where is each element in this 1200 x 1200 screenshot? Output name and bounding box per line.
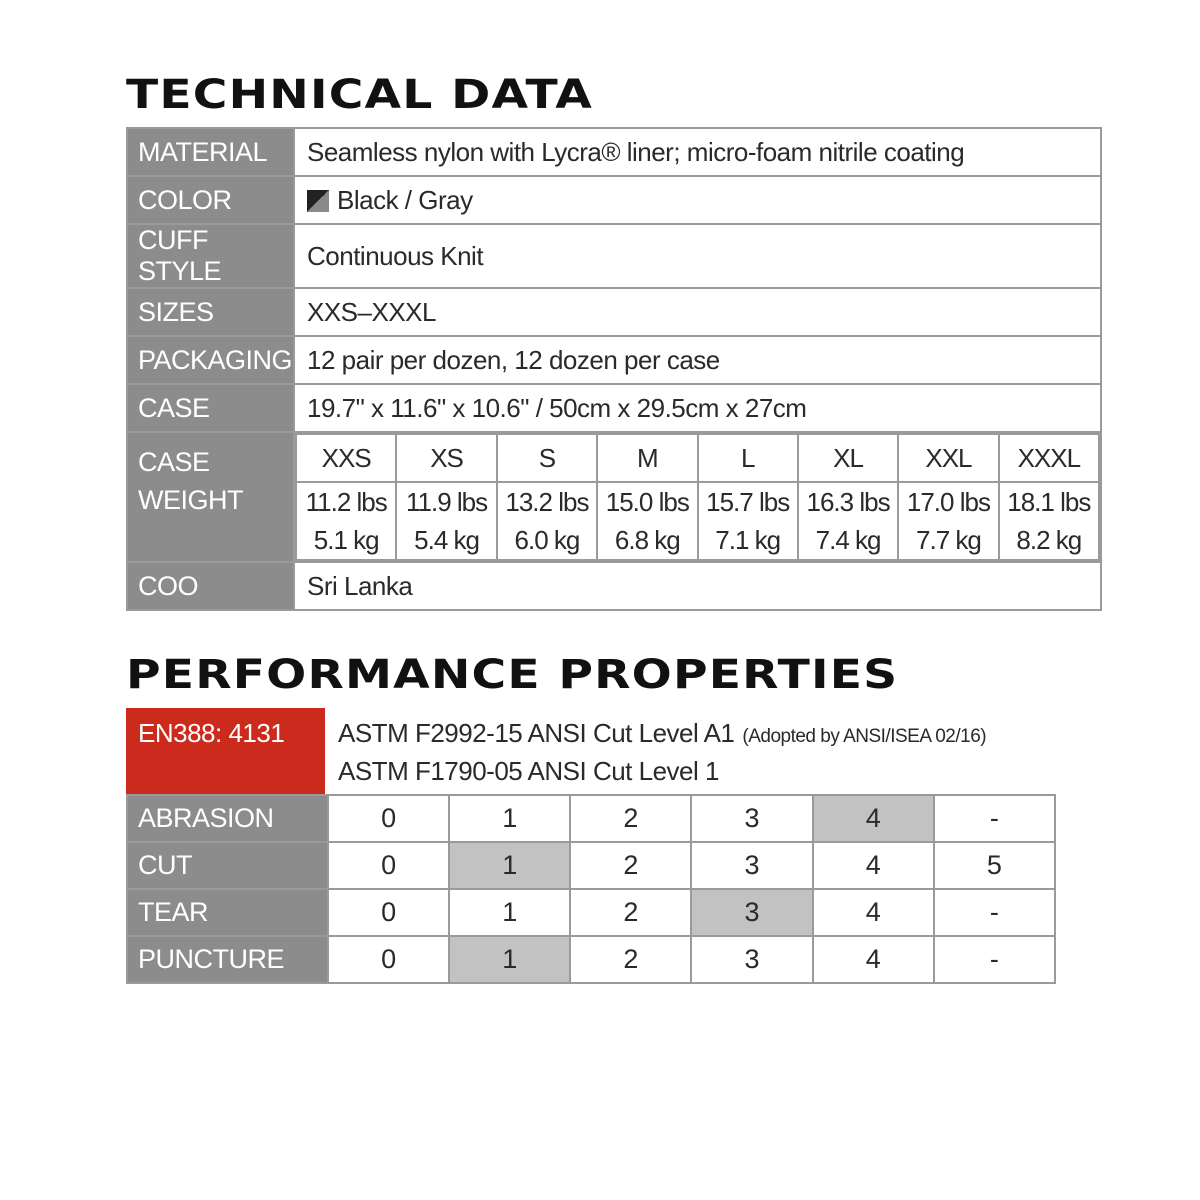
performance-level-cell: 2 xyxy=(570,889,691,936)
packaging-row xyxy=(127,336,1101,384)
weight-lbs: 15.0 lbs xyxy=(605,487,689,517)
weight-kg: 5.1 kg xyxy=(313,525,379,555)
weight-size: M xyxy=(597,434,697,482)
coo-value: Sri Lanka xyxy=(294,562,1101,610)
astm-adoption-note: (Adopted by ANSI/ISEA 02/16) xyxy=(742,726,987,747)
performance-level-cell: - xyxy=(934,795,1055,842)
material-value: Seamless nylon with Lycra® liner; micro-foam nitrile coating xyxy=(294,128,1101,176)
weight-lbs: 18.1 lbs xyxy=(1007,487,1091,517)
weight-size: XXL xyxy=(898,434,998,482)
performance-level-cell: 4 xyxy=(813,842,934,889)
weight-value-row xyxy=(296,482,1099,560)
performance-level-cell: - xyxy=(934,889,1055,936)
weight-lbs: 11.9 lbs xyxy=(405,487,488,517)
weight-size: S xyxy=(497,434,597,482)
color-row xyxy=(127,176,1101,224)
weight-lbs: 11.2 lbs xyxy=(305,487,387,517)
performance-level-cell: 2 xyxy=(570,936,691,983)
astm-line-1-text: ASTM F2992-15 ANSI Cut Level A1 xyxy=(338,718,735,748)
performance-level-cell: 0 xyxy=(328,936,449,983)
weight-size: XXXL xyxy=(999,434,1099,482)
material-label: MATERIAL xyxy=(127,128,294,176)
weight-size: XXS xyxy=(296,434,396,482)
sizes-value: XXS–XXXL xyxy=(294,288,1101,336)
color-swatch-icon xyxy=(307,190,329,212)
performance-level-cell: 1 xyxy=(449,936,570,983)
case-row xyxy=(127,384,1101,432)
weight-size: L xyxy=(698,434,798,482)
weight-lbs: 17.0 lbs xyxy=(906,487,990,517)
cuff-style-value: Continuous Knit xyxy=(294,224,1101,288)
performance-row-puncture xyxy=(127,936,1055,983)
weight-value xyxy=(597,482,697,560)
weight-value xyxy=(497,482,597,560)
weight-lbs: 16.3 lbs xyxy=(806,487,890,517)
cuff-style-row xyxy=(127,224,1101,288)
case-weight-label xyxy=(127,432,294,562)
technical-data-table xyxy=(126,127,1102,611)
weight-kg: 6.8 kg xyxy=(614,525,680,555)
weight-value xyxy=(296,482,396,560)
performance-level-cell: 0 xyxy=(328,842,449,889)
color-value-cell xyxy=(294,176,1101,224)
case-weight-table xyxy=(295,433,1100,561)
performance-label: ABRASION xyxy=(127,795,328,842)
case-weight-values xyxy=(294,432,1101,562)
case-label: CASE xyxy=(127,384,294,432)
performance-row-abrasion xyxy=(127,795,1055,842)
weight-kg: 6.0 kg xyxy=(514,525,580,555)
weight-lbs: 15.7 lbs xyxy=(706,487,790,517)
performance-level-cell: 4 xyxy=(813,795,934,842)
weight-kg: 8.2 kg xyxy=(1016,525,1082,555)
weight-kg: 5.4 kg xyxy=(414,525,479,555)
performance-level-cell: 1 xyxy=(449,795,570,842)
performance-level-cell: 3 xyxy=(691,936,812,983)
cuff-style-label: CUFF STYLE xyxy=(127,224,294,288)
performance-level-cell: 5 xyxy=(934,842,1055,889)
weight-lbs: 13.2 lbs xyxy=(505,487,589,517)
performance-level-cell: 0 xyxy=(328,889,449,936)
astm-cut-level-line-2: ASTM F1790-05 ANSI Cut Level 1 xyxy=(338,756,719,786)
weight-size-row xyxy=(296,434,1099,482)
performance-level-cell: 3 xyxy=(691,795,812,842)
performance-level-cell: 3 xyxy=(691,842,812,889)
performance-level-cell: 4 xyxy=(813,889,934,936)
performance-row-tear xyxy=(127,889,1055,936)
weight-value xyxy=(698,482,798,560)
case-weight-row xyxy=(127,432,1101,562)
weight-value xyxy=(898,482,998,560)
performance-properties-heading: PERFORMANCE PROPERTIES xyxy=(126,652,899,698)
performance-level-cell: - xyxy=(934,936,1055,983)
material-row xyxy=(127,128,1101,176)
case-weight-label-line-1: CASE xyxy=(138,447,210,477)
weight-kg: 7.4 kg xyxy=(815,525,881,555)
performance-level-cell: 4 xyxy=(813,936,934,983)
en388-badge: EN388: 4131 xyxy=(126,708,325,794)
performance-label: TEAR xyxy=(127,889,328,936)
weight-value xyxy=(999,482,1099,560)
performance-label: CUT xyxy=(127,842,328,889)
weight-kg: 7.1 kg xyxy=(715,525,781,555)
performance-level-cell: 1 xyxy=(449,889,570,936)
color-label: COLOR xyxy=(127,176,294,224)
weight-value xyxy=(798,482,898,560)
case-value: 19.7" x 11.6" x 10.6" / 50cm x 29.5cm x 27cm xyxy=(294,384,1101,432)
weight-kg: 7.7 kg xyxy=(916,525,981,555)
coo-label: COO xyxy=(127,562,294,610)
color-value: Black / Gray xyxy=(337,184,473,215)
weight-size: XL xyxy=(798,434,898,482)
technical-data-heading: TECHNICAL DATA xyxy=(126,72,593,118)
performance-level-cell: 1 xyxy=(449,842,570,889)
weight-size: XS xyxy=(396,434,496,482)
coo-row xyxy=(127,562,1101,610)
performance-label: PUNCTURE xyxy=(127,936,328,983)
performance-level-cell: 0 xyxy=(328,795,449,842)
sizes-row xyxy=(127,288,1101,336)
performance-table xyxy=(126,794,1056,984)
astm-cut-level-line-1 xyxy=(338,718,986,749)
performance-level-cell: 3 xyxy=(691,889,812,936)
performance-level-cell: 2 xyxy=(570,842,691,889)
sizes-label: SIZES xyxy=(127,288,294,336)
case-weight-label-line-2: WEIGHT xyxy=(138,485,243,515)
performance-row-cut xyxy=(127,842,1055,889)
packaging-value: 12 pair per dozen, 12 dozen per case xyxy=(294,336,1101,384)
packaging-label: PACKAGING xyxy=(127,336,294,384)
performance-level-cell: 2 xyxy=(570,795,691,842)
weight-value xyxy=(396,482,496,560)
